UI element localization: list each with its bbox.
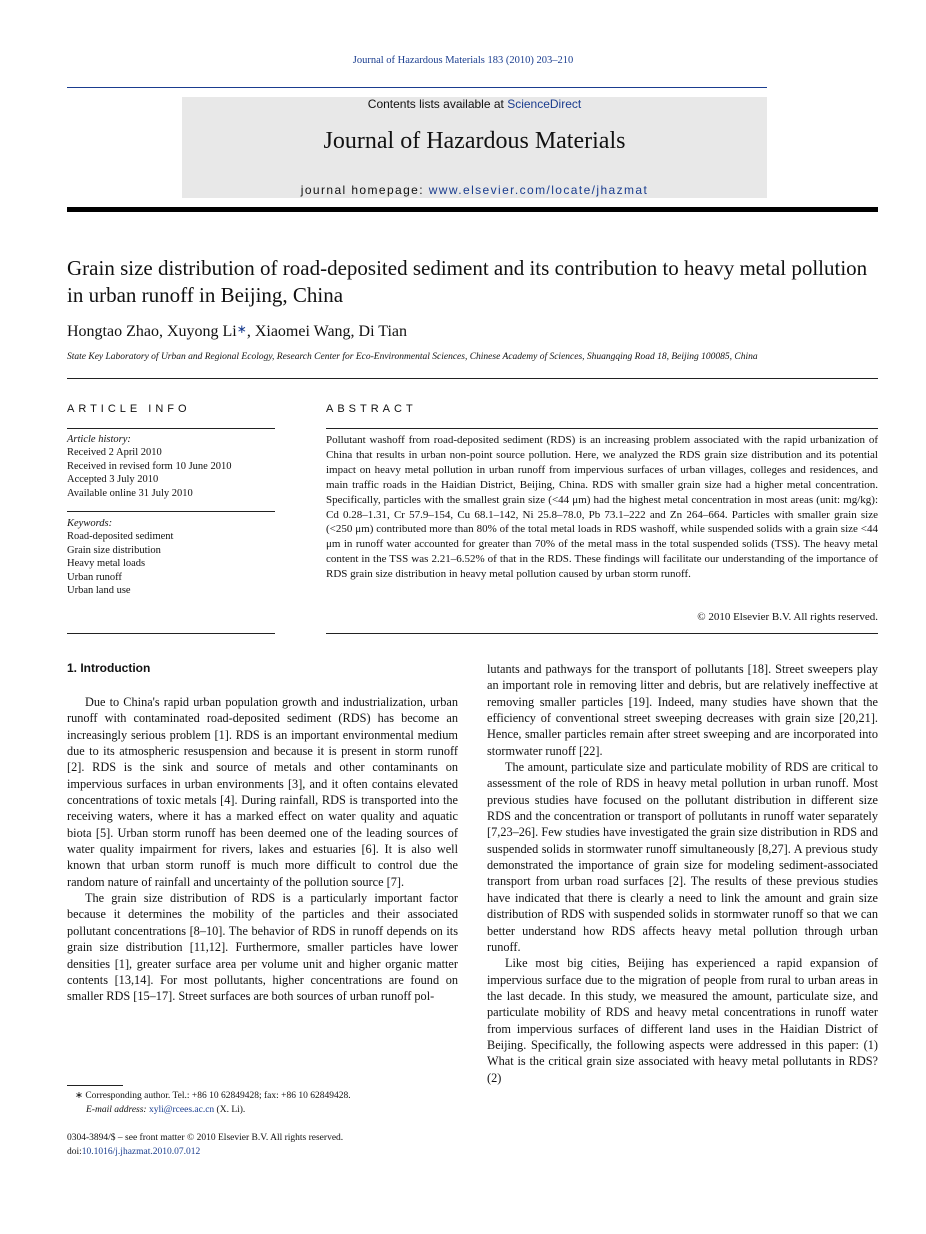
email-link[interactable]: xyli@rcees.ac.cn (148, 1104, 215, 1115)
footnote (75, 1090, 475, 1117)
paragraph: The grain size distribution of RDS is a particularly important factor because it determines the mobility of the particles and their associated pollutant concentrations [8–10]. The behavior of RDS in runoff depends on its grain size distribution [11,12]. Furthermore, smaller particles have lower densities [1], greater surface area per volume unit and higher organic matter contents [13,14]. For most pollutants, higher concentrations are found on smaller RDS [15–17]. Street surfaces are both sources of urban runoff pol- (67, 891, 458, 1004)
abstract-text: Pollutant washoff from road-deposited sediment (RDS) is an increasing problem associated with the rapid urbanization of China that results in urban non-point source pollution. Here, we analyzed the RDS grain size distribution and its potential impact on heavy metal pollution in urban runoff from impervious surfaces of urban villages, colleges and residences, and main traffic roads in the Haidian District, Beijing, China. RDS with smaller grain size had a higher metal concentration. Specifically, particles with the smallest grain size (<44 μm) had the highest metal concentration in most areas (unit: mg/kg): Cd 0.28–1.31, Cr 57.9–154, Cu 68.1–142, Ni 25.8–78.0, Pb 73.1–222 and Zn 264–664. Particles with smaller grain size (<250 μm) contributed more than 80% of the total metal loads in RDS washoff, while suspended solids with a grain size <44 μm in runoff water accounted for greater than 70% of the metal mass in the total suspended solids (TSS). The heavy metal content in the TSS was 2.21–6.52% of that in the RDS. These findings will facilitate our understanding of the importance of RDS grain size distribution in heavy metal pollution caused by urban storm runoff. (326, 434, 878, 581)
article-info-heading: ARTICLE INFO (67, 403, 191, 415)
homepage-prefix: journal homepage: (300, 183, 429, 197)
abstract-heading: ABSTRACT (326, 403, 417, 415)
sciencedirect-link[interactable]: ScienceDirect (507, 97, 582, 111)
journal-title: Journal of Hazardous Materials (323, 128, 626, 154)
keyword-item: Road-deposited sediment (67, 531, 174, 543)
front-matter (67, 1132, 467, 1159)
article-title: Grain size distribution of road-deposited sediment and its contribution to heavy metal pollution in urban runoff in Beijing, China (67, 256, 868, 307)
header-divider (67, 87, 767, 88)
history-accepted: Accepted 3 July 2010 (67, 474, 159, 486)
copyright: © 2010 Elsevier B.V. All rights reserved. (697, 611, 878, 623)
article-info-rule (67, 428, 275, 429)
journal-banner (182, 97, 767, 198)
history-revised: Received in revised form 10 June 2010 (67, 460, 232, 472)
paragraph: Due to China's rapid urban population growth and industrialization, urban runoff with contaminated road-deposited sediment (RDS) has become an increasingly serious problem [1]. RDS is an important environmental medium due to its atmospheric resuspension and because it is present in storm runoff [2]. RDS is the sink and source of metals and other contaminants on impervious surfaces in urban environments [3], and it often contains elevated concentrations of toxic metals [4]. During rainfall, RDS is transported into the receiving waters, where it has a marked effect on water quality and aquatic biota [5]. Urban storm runoff has been deemed one of the leading sources of water quality impairment for rivers, lakes and estuaries [6]. It is also well known that urban storm runoff is much more difficult to control due the random nature of rainfall and uncertainty of the pollution source [7]. (67, 695, 458, 889)
title-divider (67, 378, 878, 379)
author-list (67, 322, 407, 341)
left-column (67, 694, 458, 1005)
contents-prefix: Contents lists available at (367, 97, 508, 111)
history-label: Article history: (67, 434, 131, 445)
email-line (75, 1104, 475, 1118)
keywords-rule (67, 511, 275, 512)
doi-line (67, 1146, 467, 1160)
affiliation: State Key Laboratory of Urban and Regional Ecology, Research Center for Eco-Environmental Sciences, Chinese Academy of Sciences, Shuangqing Road 18, Beijing 100085, China (67, 352, 758, 362)
paragraph: Like most big cities, Beijing has experienced a rapid expansion of impervious surface due to the migration of people from rural to urban areas in the last decade. In this study, we measured the amount, particulate size, and particulate mobility of RDS and heavy metal concentrations in runoff water from impervious surfaces of different land uses in the Haidian District of Beijing. Specifically, the following aspects were addressed in this paper: (1) What is the critical grain size associated with heavy metal pollutants in RDS? (2) (487, 956, 878, 1085)
authors-first: Hongtao Zhao, Xuyong Li (67, 323, 237, 340)
section-heading-introduction: 1. Introduction (67, 661, 151, 675)
corresponding-author-mark[interactable]: ∗ (236, 322, 247, 336)
keyword-item: Heavy metal loads (67, 558, 146, 570)
abstract-rule (326, 428, 878, 429)
article-info-bottom-rule (67, 633, 275, 634)
doi-link[interactable]: 10.1016/j.jhazmat.2010.07.012 (81, 1146, 201, 1157)
keyword-item: Grain size distribution (67, 544, 161, 556)
journal-reference[interactable]: Journal of Hazardous Materials 183 (2010) 203–210 (352, 55, 574, 66)
article-history (67, 433, 277, 500)
history-received: Received 2 April 2010 (67, 447, 162, 459)
history-online: Available online 31 July 2010 (67, 487, 193, 499)
paragraph: The amount, particulate size and particulate mobility of RDS are critical to assessment of the role of RDS in heavy metal pollution in urban runoff. Most previous studies have focused on the pollutant distribution in different size RDS and the concentration or transport of pollutants in runoff water separately [7,23–26]. Few studies have investigated the grain size distribution in RDS and suspended solids in stormwater runoff simultaneously [8,27]. A previous study demonstrated the importance of grain size for modeling sediment-associated transport from urban road surfaces [2]. The results of these previous studies have indicated that there is clearly a need to link the amount and grain size distribution of RDS with suspended solids in stormwater runoff so that we can better understand how RDS affects heavy metal pollution through urban runoff. (487, 760, 878, 954)
keyword-item: Urban runoff (67, 571, 122, 583)
paragraph: lutants and pathways for the transport of pollutants [18]. Street sweepers play an important role in removing litter and debris, but are relatively ineffective at removing smaller particles [19]. Indeed, many studies have shown that the efficiency of conventional street sweeping decreases with grain size [20,21]. Hence, smaller particles remain after street sweeping and are incorporated into stormwater runoff [22]. (487, 662, 878, 758)
homepage-line (182, 183, 767, 197)
keywords (67, 517, 277, 597)
abstract-bottom-rule (326, 633, 878, 634)
keywords-label: Keywords: (67, 518, 113, 529)
email-suffix: (X. Li). (214, 1104, 246, 1115)
issn-line: 0304-3894/$ – see front matter © 2010 Elsevier B.V. All rights reserved. (67, 1133, 344, 1143)
doi-prefix: doi: (67, 1146, 82, 1157)
corresponding-author-note: ∗ Corresponding author. Tel.: +86 10 62849428; fax: +86 10 62849428. (75, 1091, 351, 1101)
banner-bottom-rule (67, 207, 878, 212)
footnote-rule (67, 1085, 123, 1086)
keyword-item: Urban land use (67, 585, 131, 597)
homepage-link[interactable]: www.elsevier.com/locate/jhazmat (428, 183, 649, 197)
authors-rest: , Xiaomei Wang, Di Tian (246, 323, 408, 340)
contents-line (182, 97, 767, 111)
email-label: E-mail address: (86, 1104, 149, 1115)
right-column (487, 661, 878, 1086)
